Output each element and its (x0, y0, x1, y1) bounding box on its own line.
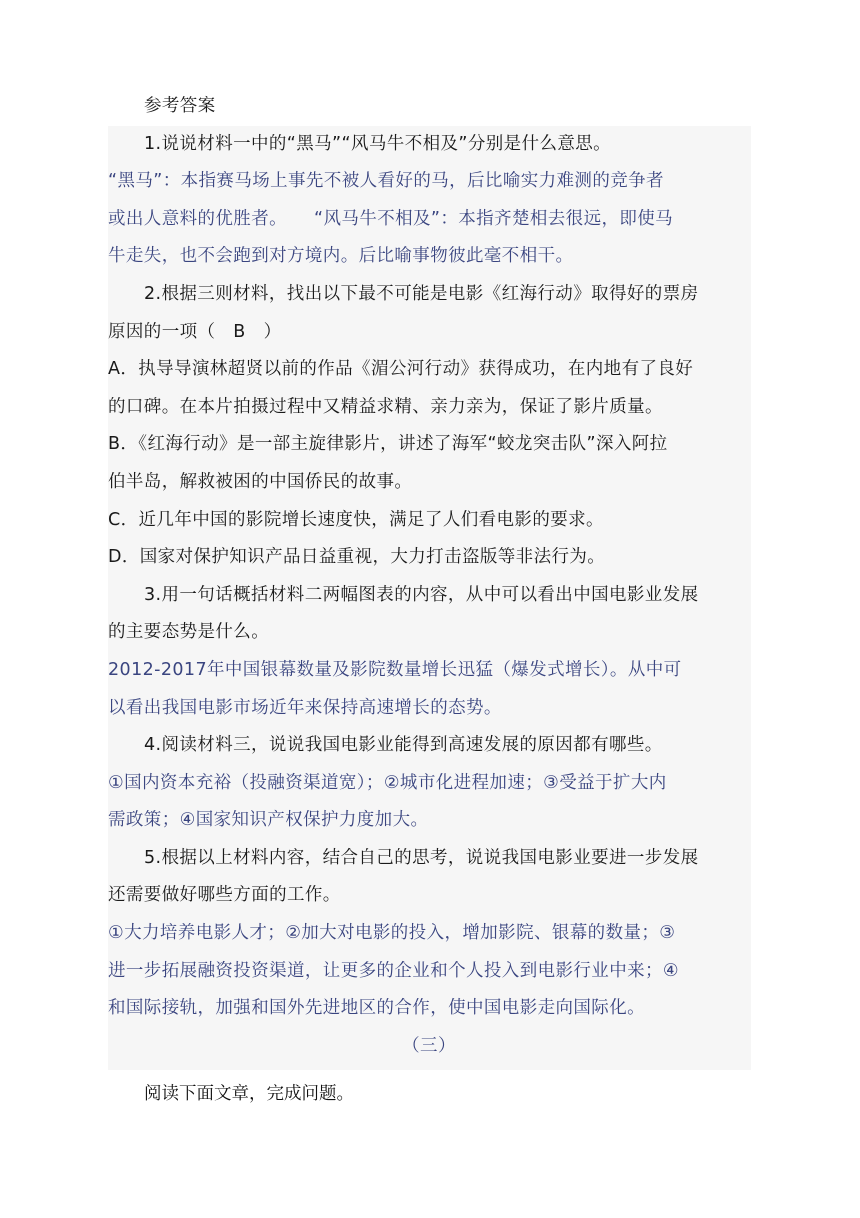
q3-answer-line: 以看出我国电影市场近年来保持高速增长的态势。 (108, 697, 502, 718)
q3-question-line: 3.用一句话概括材料二两幅图表的内容，从中可以看出中国电影业发展 (144, 584, 699, 605)
q5-answer-line: 进一步拓展融资投资渠道，让更多的企业和个人投入到电影行业中来；④ (108, 960, 679, 981)
q2-option-line: B．《红海行动》是一部主旋律影片，讲述了海军“蛟龙突击队”深入阿拉 (108, 434, 668, 455)
q2-option-line: 的口碑。在本片拍摄过程中又精益求精、亲力亲为，保证了影片质量。 (108, 396, 663, 417)
heading: 参考答案 (144, 96, 216, 116)
q4-answer-line: 需政策；④国家知识产权保护力度加大。 (108, 810, 429, 831)
q2-option-line: C．近几年中国的影院增长速度快，满足了人们看电影的要求。 (108, 509, 604, 530)
q5-answer-line: 和国际接轨，加强和国外先进地区的合作，使中国电影走向国际化。 (108, 998, 645, 1019)
reading-instruction: 阅读下面文章，完成问题。 (144, 1084, 354, 1104)
q2-option-line: 伯半岛，解救被困的中国侨民的故事。 (108, 471, 413, 492)
section-title: （三） (402, 1035, 456, 1056)
q1-answer-line: 或出人意料的优胜者。 “风马牛不相及”：本指齐楚相去很远，即使马 (108, 208, 674, 229)
q2-question-line: 原因的一项（ B ） (108, 321, 282, 342)
q3-answer-line: 2012-2017年中国银幕数量及影院数量增长迅猛（爆发式增长）。从中可 (108, 659, 682, 680)
q2-question-line: 2.根据三则材料，找出以下最不可能是电影《红海行动》取得好的票房 (144, 283, 699, 304)
answer-content (108, 88, 750, 1065)
q5-question-line: 5.根据以上材料内容，结合自己的思考，说说我国电影业要进一步发展 (144, 847, 699, 868)
q5-answer-line: ①大力培养电影人才；②加大对电影的投入，增加影院、银幕的数量；③ (108, 923, 676, 944)
q2-option-line: D．国家对保护知识产品日益重视，大力打击盗版等非法行为。 (108, 547, 606, 568)
q4-question: 4.阅读材料三，说说我国电影业能得到高速发展的原因都有哪些。 (144, 735, 663, 756)
q1-answer-line: “黑马”：本指赛马场上事先不被人看好的马，后比喻实力难测的竞争者 (108, 171, 664, 192)
q5-question-line: 还需要做好哪些方面的工作。 (108, 885, 341, 906)
q4-answer-line: ①国内资本充裕（投融资渠道宽）；②城市化进程加速；③受益于扩大内 (108, 772, 667, 793)
q2-option-line: A．执导导演林超贤以前的作品《湄公河行动》获得成功，在内地有了良好 (108, 359, 694, 380)
q1-answer-line: 牛走失，也不会跑到对方境内。后比喻事物彼此毫不相干。 (108, 246, 574, 267)
q3-question-line: 的主要态势是什么。 (108, 622, 270, 643)
q1-question: 1.说说材料一中的“黑马”“风马牛不相及”分别是什么意思。 (144, 133, 612, 154)
